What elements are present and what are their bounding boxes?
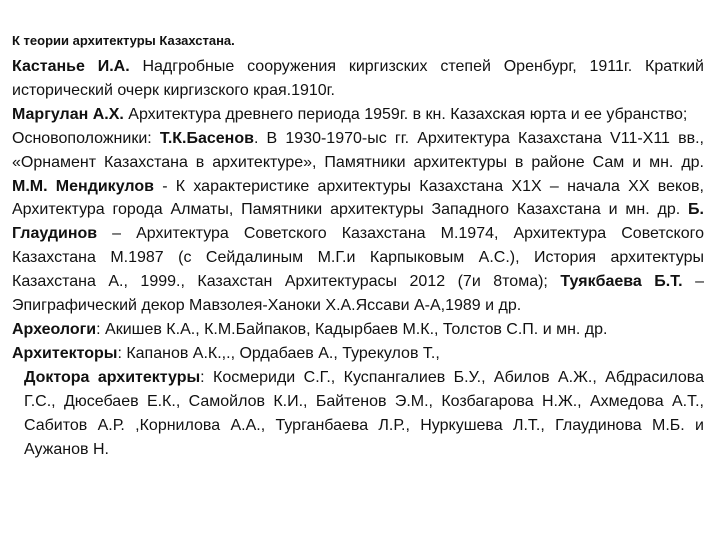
author-name: Б. Глаудинов: [12, 201, 704, 243]
document-body: [12, 55, 704, 461]
paragraph-text: : Космериди С.Г., Куспангалиев Б.У., Абилов А.Ж., Абдрасилова Г.С., Дюсебаев Е.К., Самойлов К.И., Байтенов Э.М., Козбагарова Н.Ж., Ахмедова А.Т., Сабитов А.Р. ,Корнилова А.А., Турганбаева Л.Р., Нуркушева Л.Т., Глаудинова М.Б. и Аужанов Н.: [24, 368, 705, 458]
paragraph-text: : Акишев К.А., К.М.Байпаков, Кадырбаев М.К., Толстов С.П. и мн. др.: [96, 320, 608, 338]
section-label: Доктора архитектуры: [24, 368, 201, 386]
author-name: Т.К.Басенов: [159, 129, 254, 147]
paragraph-text: : Капанов А.К.,., Ордабаев А., Турекулов Т.,: [117, 344, 440, 362]
section-label: Архитекторы: [12, 344, 118, 362]
paragraph-architects: [12, 342, 704, 366]
document-title: К теории архитектуры Казахстана.: [12, 33, 235, 48]
paragraph-text: Надгробные сооружения киргизских степей Оренбург, 1911г. Краткий исторический очерк киргизского края.1910г.: [12, 58, 704, 99]
paragraph-margulan: [12, 103, 704, 127]
author-name: Кастанье И.А.: [12, 58, 130, 75]
paragraph-archaeologists: [12, 318, 704, 342]
author-name: Туякбаева Б.Т.: [560, 273, 683, 291]
paragraph-text: – Архитектура Советского Казахстана М.1974, Архитектура Советского Казахстана М.1987 (с Сейдалиным М.Г.и Карпыковым А.С.), История архитектуры Казахстана А., 1999., Казахстан Архитектурасы 2012 (7и 8тома);: [12, 225, 704, 291]
paragraph-text: Архитектура древнего периода 1959г. в кн. Казахская юрта и ее убранство;: [123, 105, 688, 123]
author-name: М.М. Мендикулов: [12, 177, 154, 195]
paragraph-doctors: [12, 366, 704, 462]
paragraph-kastanye: [12, 55, 704, 103]
paragraph-text: - К характеристике архитектуры Казахстана Х1Х – начала ХХ веков, Архитектура города Алматы, Памятники архитектуры Западного Казахстана и мн. др.: [12, 177, 705, 219]
paragraph-founders: [12, 127, 704, 318]
section-label: Основоположники:: [12, 129, 160, 147]
section-label: Археологи: [12, 320, 97, 338]
paragraph-text: – Эпиграфический декор Мавзолея-Ханоки Х.А.Яссави А-А,1989 и др.: [12, 273, 705, 315]
paragraph-text: . В 1930-1970-ыс гг. Архитектура Казахстана V11-X11 вв., «Орнамент Казахстана в архитектуре», Памятники архитектуры в районе Сам и мн. др.: [12, 129, 704, 171]
author-name: Маргулан А.Х.: [12, 105, 124, 123]
